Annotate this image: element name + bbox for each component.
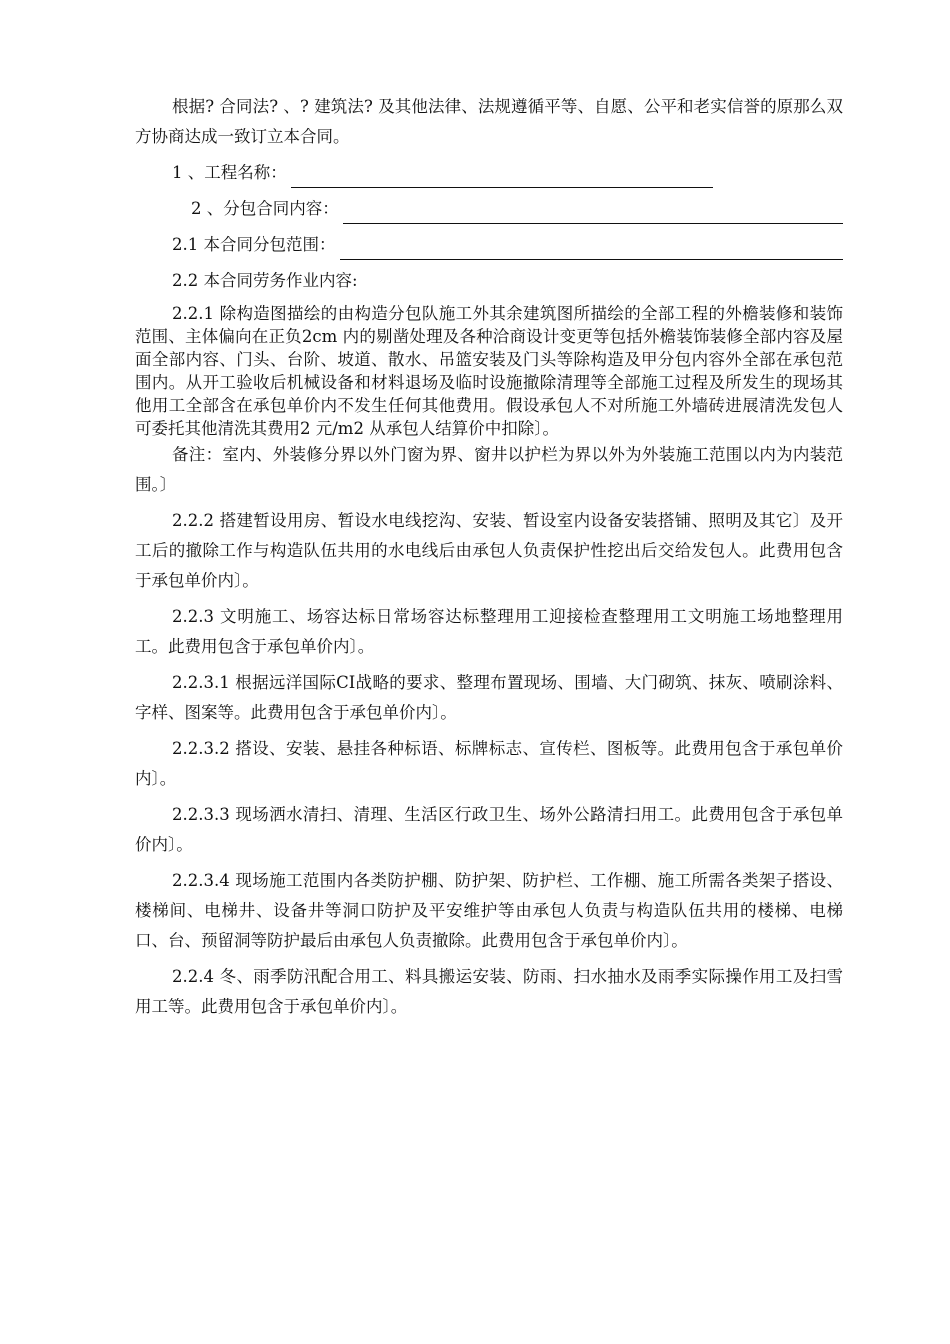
intro-paragraph: 根据? 合同法? 、? 建筑法? 及其他法律、法规遵循平等、自愿、公平和老实信誉的原那么双方协商达成一致订立本合同。 <box>135 97 843 146</box>
project-name-line <box>135 158 843 188</box>
clause-2-2-3-4: 2.2.3.4 现场施工范围内各类防护棚、防护架、防护栏、工作棚、施工所需各类架子搭设、楼梯间、电梯井、设备井等洞口防护及平安维护等由承包人负责与构造队伍共用的楼梯、电梯口、台、预留洞等防护最后由承包人负责撤除。此费用包含于承包单价内〕。 <box>135 871 843 950</box>
subcontract-scope-blank[interactable] <box>340 237 844 260</box>
note-paragraph: 备注：室内、外装修分界以外门窗为界、窗井以护栏为界以外为外装施工范围以内为内装范围。〕 <box>135 445 843 494</box>
clause-2-2-3-2: 2.2.3.2 搭设、安装、悬挂各种标语、标牌标志、宣传栏、图板等。此费用包含于承包单价内〕。 <box>135 739 843 788</box>
clause-2-2-1: 2.2.1 除构造图描绘的由构造分包队施工外其余建筑图所描绘的全部工程的外檐装修和装饰范围、主体偏向在正负2cm 内的剔凿处理及各种洽商设计变更等包括外檐装饰装修全部内容及屋面全部内容、门头、台阶、坡道、散水、吊篮安装及门头等除构造及甲分包内容外全部在承包范围内。从开工验收后机械设备和材料退场及临时设施撤除清理等全部施工过程及所发生的现场其他用工全部含在承包单价内不发生任何其他费用。假设承包人不对所施工外墙砖进展清洗发包人可委托其他清洗其费用2 元/m2 从承包人结算价中扣除〕。 <box>135 304 843 438</box>
subcontract-content-label: 2 、分包合同内容： <box>191 199 339 218</box>
clause-2-2-3: 2.2.3 文明施工、场容达标日常场容达标整理用工迎接检查整理用工文明施工场地整理用工。此费用包含于承包单价内〕。 <box>135 607 843 656</box>
labor-content-heading: 2.2 本合同劳务作业内容: <box>172 271 358 290</box>
project-name-label: 1 、工程名称： <box>172 163 287 182</box>
clause-2-2-2: 2.2.2 搭建暂设用房、暂设水电线挖沟、安装、暂设室内设备安装搭铺、照明及其它〕及开工后的撤除工作与构造队伍共用的水电线后由承包人负责保护性挖出后交给发包人。此费用包含于承包单价内〕。 <box>135 511 843 590</box>
document-page <box>135 92 843 1028</box>
clause-2-2-4: 2.2.4 冬、雨季防汛配合用工、料具搬运安装、防雨、扫水抽水及雨季实际操作用工及扫雪用工等。此费用包含于承包单价内〕。 <box>135 967 843 1016</box>
subcontract-scope-label: 2.1 本合同分包范围： <box>172 235 336 254</box>
subcontract-content-blank[interactable] <box>343 201 843 224</box>
subcontract-scope-line <box>135 230 843 260</box>
clause-2-2-3-3: 2.2.3.3 现场洒水清扫、清理、生活区行政卫生、场外公路清扫用工。此费用包含于承包单价内〕。 <box>135 805 843 854</box>
subcontract-content-line <box>135 194 843 224</box>
project-name-blank[interactable] <box>291 165 713 188</box>
clause-2-2-3-1: 2.2.3.1 根据远洋国际CI战略的要求、整理布置现场、围墙、大门砌筑、抹灰、喷刷涂料、字样、图案等。此费用包含于承包单价内〕。 <box>135 673 843 722</box>
